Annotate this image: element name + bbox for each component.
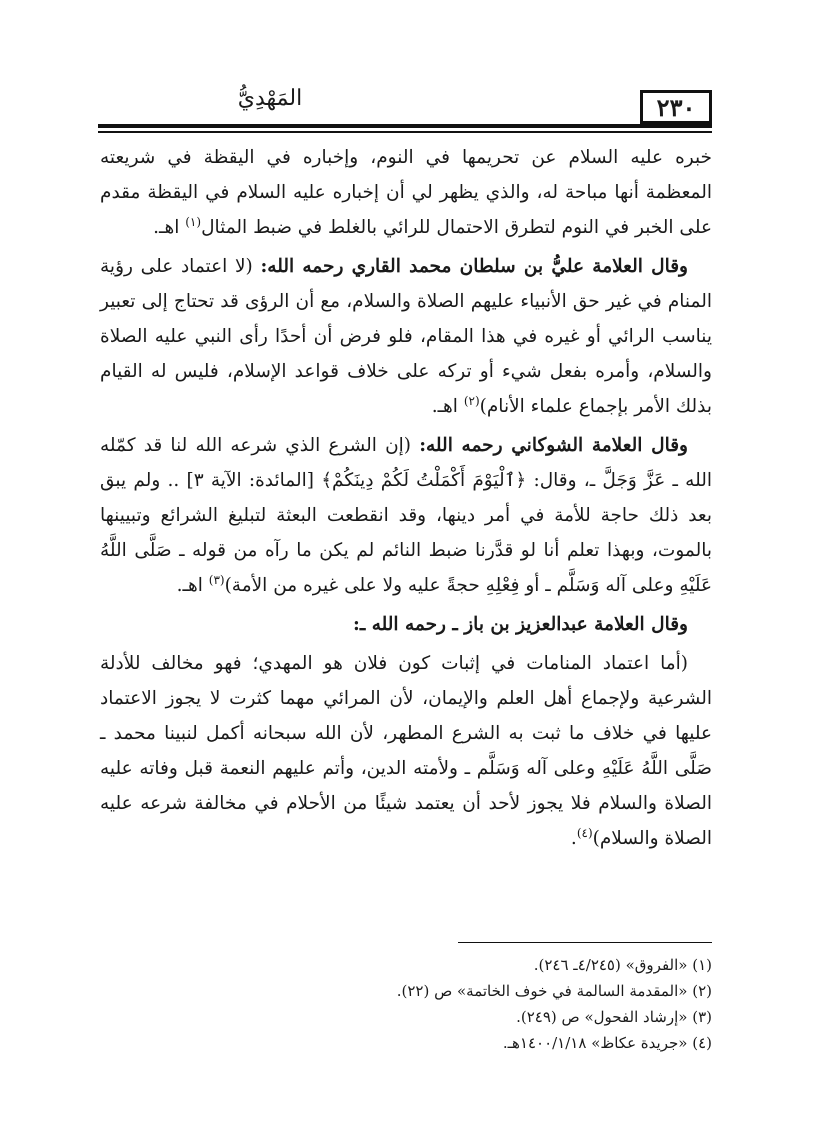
paragraph-end: .	[570, 828, 577, 849]
footnote-1: (١) «الفروق» (٤/٢٤٥ـ ٢٤٦).	[533, 956, 712, 974]
paragraph-3	[100, 428, 712, 603]
footnote-3: (٣) «إرشاد الفحول» ص (٢٤٩).	[516, 1008, 712, 1026]
footnote-separator	[458, 942, 712, 943]
paragraph-text: خبره عليه السلام عن تحريمها في النوم، وإخباره في اليقظة في شريعته المعظمة أنها مباحة له، والذي يظهر لي أن إخباره عليه السلام في اليقظة مقدم على الخبر في النوم لتطرق الاحتمال للرائي بالغلط في ضبط المثال	[100, 147, 712, 238]
footnote-4: (٤) «جريدة عكاظ» ١٤٠٠/١/١٨هـ.	[502, 1034, 712, 1052]
paragraph-end: اهـ.	[153, 217, 186, 238]
footnote-ref[interactable]: (١)	[185, 214, 202, 229]
paragraph-end: اهـ.	[176, 575, 209, 596]
footnote-ref[interactable]: (٣)	[208, 572, 225, 587]
quote-attribution: وقال العلامة الشوكاني رحمه الله:	[419, 435, 688, 456]
quote-attribution: وقال العلامة عليُّ بن سلطان محمد القاري رحمه الله:	[260, 256, 688, 277]
paragraph-text: (إن الشرع الذي شرعه الله لنا قد كمّله الله ـ عَزَّ وَجَلَّ ـ، وقال: ﴿ٱلْيَوْمَ أَكْمَلْتُ لَكُمْ دِينَكُمْ﴾ [المائدة: الآية ٣] .. ولم يبق بعد ذلك حاجة للأمة في أمر دينها، وقد انقطعت البعثة لتبليغ الشرائع وتبيينها بالموت، وبهذا تعلم أنا لو قدَّرنا ضبط النائم لم يكن ما رآه من قوله ـ صَلَّى اللَّهُ عَلَيْهِ وعلى آله وَسَلَّم ـ أو فِعْلِهِ حجةً عليه ولا على غيره من الأمة)	[100, 435, 712, 596]
footnotes	[300, 952, 712, 1056]
paragraph-2	[100, 249, 712, 424]
main-text	[100, 140, 712, 860]
header-rule-thin	[98, 131, 712, 133]
footnote-ref[interactable]: (٤)	[576, 825, 593, 840]
paragraph-text: (لا اعتماد على رؤية المنام في غير حق الأنبياء عليهم الصلاة والسلام، مع أن الرؤى قد تحتاج إلى تعبير يناسب الرائي أو غيره في هذا المقام، فلو فرض أن أحدًا رأى النبي عليه الصلاة والسلام، وأمره بفعل شيء أو تركه على خلاف قواعد الإسلام، فليس له القيام بذلك الأمر بإجماع علماء الأنام)	[100, 256, 712, 417]
page-number: ٢٣٠	[640, 90, 712, 124]
paragraph-text: (أما اعتماد المنامات في إثبات كون فلان هو المهدي؛ فهو مخالف للأدلة الشرعية ولإجماع أهل العلم والإيمان، لأن المرائي مهما كثرت لا يجوز الاعتماد عليها في خلاف ما ثبت به الشرع المطهر، لأن الله سبحانه أكمل لنبينا محمد ـ صَلَّى اللَّهُ عَلَيْهِ وعلى آله وَسَلَّم ـ ولأمته الدين، وأتم عليهم النعمة قبل وفاته عليه الصلاة والسلام فلا يجوز لأحد أن يعتمد شيئًا من الأحلام في مخالفة شرعه عليه الصلاة والسلام)	[100, 653, 712, 849]
paragraph-1	[100, 140, 712, 245]
footnote-ref[interactable]: (٢)	[463, 393, 480, 408]
quote-attribution: وقال العلامة عبدالعزيز بن باز ـ رحمه الله ـ:	[353, 614, 688, 635]
footnote-2: (٢) «المقدمة السالمة في خوف الخاتمة» ص (٢٢).	[396, 982, 712, 1000]
header-rule	[98, 124, 712, 128]
paragraph-4	[100, 607, 712, 642]
paragraph-end: اهـ.	[431, 396, 464, 417]
running-title: المَهْدِيُّ	[237, 86, 303, 111]
paragraph-5	[100, 646, 712, 856]
